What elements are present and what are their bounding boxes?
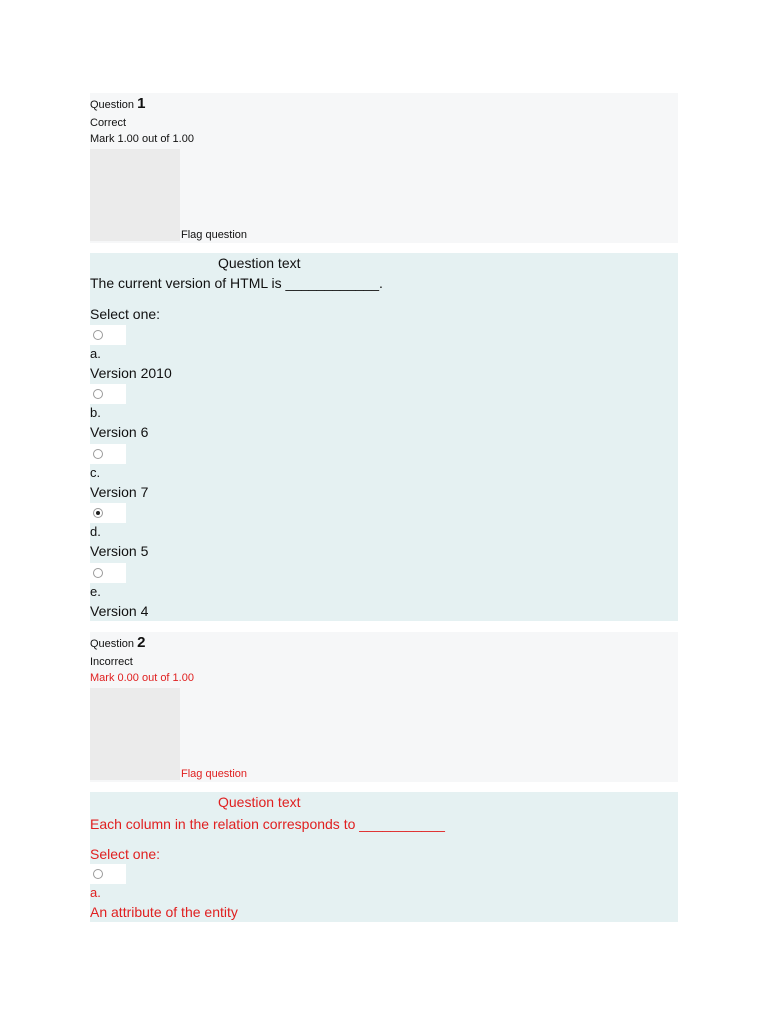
question-number — [90, 95, 145, 112]
answer-text[interactable]: An attribute of the entity — [90, 904, 238, 920]
answer-text[interactable]: Version 4 — [90, 603, 149, 619]
answer-letter: c. — [90, 465, 101, 480]
question-1-info — [90, 93, 678, 243]
select-one-label: Select one: — [90, 306, 161, 322]
answer-option-a[interactable] — [90, 864, 390, 924]
radio-box[interactable] — [90, 864, 126, 884]
question-text-heading: Question text — [218, 794, 301, 810]
radio-box[interactable] — [90, 563, 126, 583]
flag-icon[interactable] — [90, 688, 180, 780]
answer-text[interactable]: Version 7 — [90, 484, 149, 500]
flag-question-link[interactable]: Flag question — [181, 229, 248, 241]
question-state: Correct — [90, 117, 127, 129]
question-text: The current version of HTML is ____________. — [90, 275, 383, 291]
question-text: Each column in the relation corresponds to ___________ — [90, 816, 445, 832]
question-2-content — [90, 792, 678, 922]
question-number-value: 1 — [137, 95, 146, 112]
question-label: Question — [90, 638, 135, 650]
flag-question-link[interactable]: Flag question — [181, 768, 248, 780]
question-grade: Mark 1.00 out of 1.00 — [90, 133, 194, 145]
radio-box[interactable] — [90, 384, 126, 404]
answer-letter: a. — [90, 346, 101, 361]
question-text-heading: Question text — [218, 255, 301, 271]
radio-button[interactable] — [93, 869, 103, 879]
radio-button-selected[interactable] — [93, 508, 103, 518]
question-label: Question — [90, 99, 135, 111]
question-2-info — [90, 632, 678, 782]
answer-letter: a. — [90, 885, 101, 900]
question-number-value: 2 — [137, 634, 146, 651]
question-number — [90, 634, 145, 651]
question-state: Incorrect — [90, 656, 133, 668]
answer-option-d[interactable] — [90, 503, 390, 563]
answer-option-c[interactable] — [90, 444, 390, 504]
answer-text[interactable]: Version 6 — [90, 424, 149, 440]
answer-letter: b. — [90, 405, 101, 420]
answer-option-b[interactable] — [90, 384, 390, 444]
flag-icon[interactable] — [90, 149, 180, 241]
question-grade: Mark 0.00 out of 1.00 — [90, 672, 194, 684]
answer-option-e[interactable] — [90, 563, 390, 623]
radio-button[interactable] — [93, 568, 103, 578]
radio-box[interactable] — [90, 444, 126, 464]
answer-text[interactable]: Version 2010 — [90, 365, 172, 381]
radio-button[interactable] — [93, 330, 103, 340]
question-1-content — [90, 253, 678, 621]
answer-text[interactable]: Version 5 — [90, 543, 149, 559]
radio-button[interactable] — [93, 389, 103, 399]
answer-letter: e. — [90, 584, 101, 599]
radio-button[interactable] — [93, 449, 103, 459]
radio-box[interactable] — [90, 503, 126, 523]
answer-option-a[interactable] — [90, 325, 390, 385]
radio-box[interactable] — [90, 325, 126, 345]
answer-letter: d. — [90, 524, 101, 539]
select-one-label: Select one: — [90, 846, 161, 862]
